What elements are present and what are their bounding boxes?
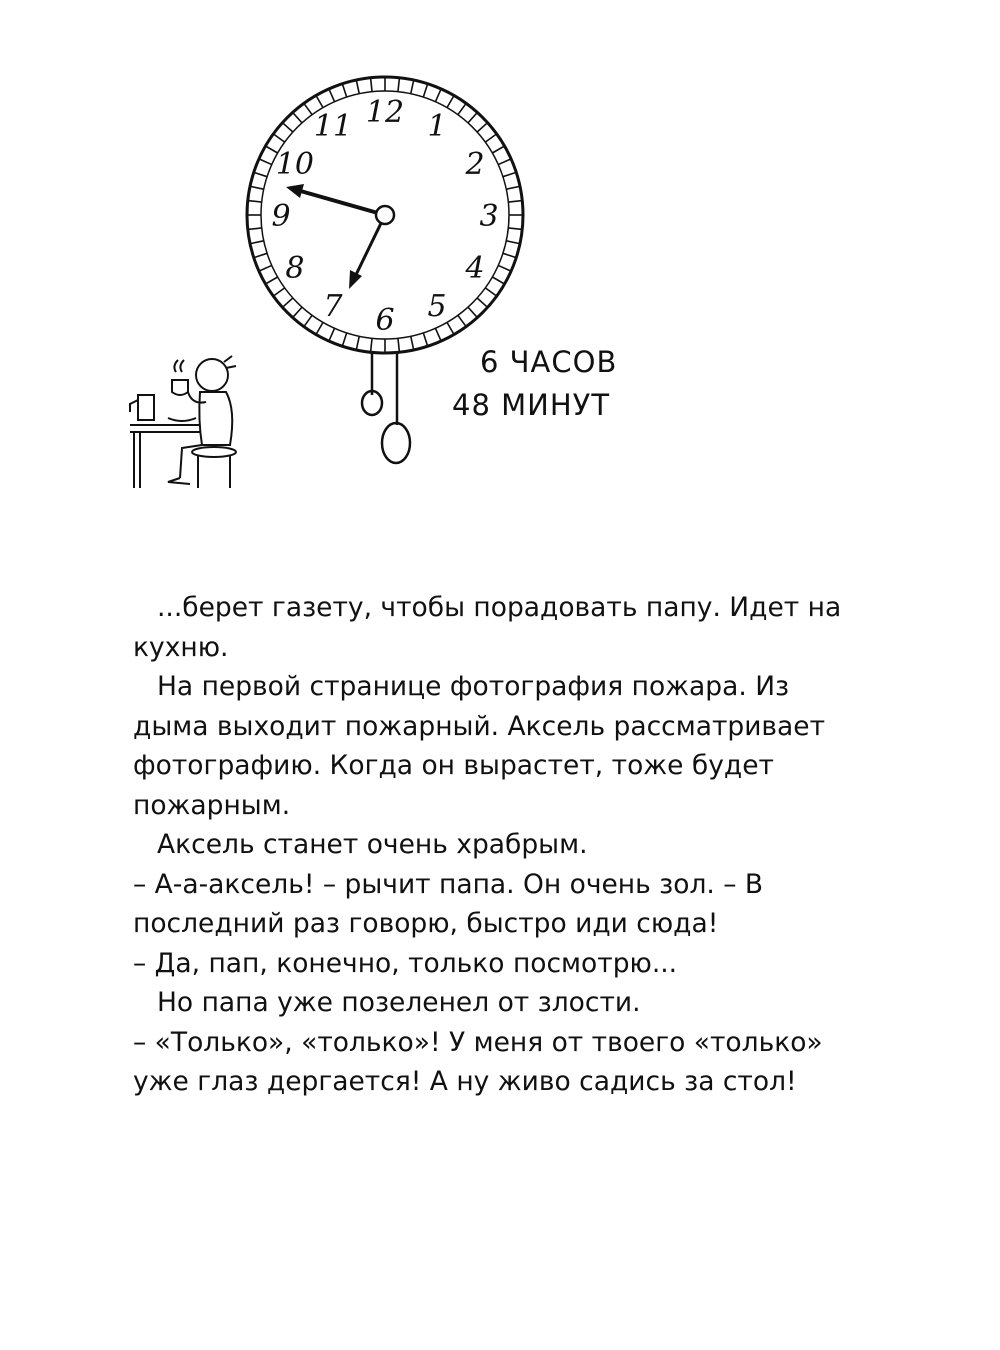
clock-numeral: 7 bbox=[323, 289, 343, 325]
paragraph: Но папа уже позеленел от злости. bbox=[157, 987, 641, 1018]
clock-numeral: 2 bbox=[465, 147, 485, 182]
clock-illustration bbox=[0, 0, 1000, 520]
clock-numeral: 11 bbox=[313, 108, 353, 144]
paragraph: ...берет газету, чтобы порадовать папу. Идет на кухню. bbox=[133, 592, 842, 663]
man-at-table bbox=[130, 356, 236, 488]
clock-numeral: 5 bbox=[427, 289, 447, 325]
story-text bbox=[133, 588, 853, 1102]
dialogue-line: – Да, пап, конечно, только посмотрю... bbox=[133, 947, 678, 979]
clock-numeral: 6 bbox=[375, 303, 395, 338]
clock-numeral: 3 bbox=[479, 199, 499, 234]
clock-numeral: 12 bbox=[365, 95, 405, 130]
clock-numeral: 10 bbox=[275, 147, 315, 182]
clock-numeral: 1 bbox=[427, 108, 447, 144]
paragraph: Аксель станет очень храбрым. bbox=[157, 829, 588, 860]
clock-numeral: 4 bbox=[465, 251, 485, 286]
dialogue-line: – «Только», «только»! У меня от твоего «только» уже глаз дергается! А ну живо садись за стол! bbox=[133, 1026, 823, 1097]
time-minutes-label: 48 МИНУТ bbox=[452, 388, 611, 422]
paragraph: На первой странице фотография пожара. Из дыма выходит пожарный. Аксель рассматривает фотографию. Когда он вырастет, тоже будет пожарным. bbox=[133, 671, 826, 821]
pendulum-weight-large bbox=[382, 423, 410, 463]
dialogue-line: – А-а-аксель! – рычит папа. Он очень зол. – В последний раз говорю, быстро иди сюда! bbox=[133, 868, 764, 939]
clock-numeral: 8 bbox=[285, 251, 305, 286]
illustration bbox=[0, 0, 1000, 520]
time-hours-label: 6 ЧАСОВ bbox=[480, 345, 618, 379]
clock-numeral: 9 bbox=[271, 199, 291, 234]
clock-center bbox=[376, 206, 394, 224]
